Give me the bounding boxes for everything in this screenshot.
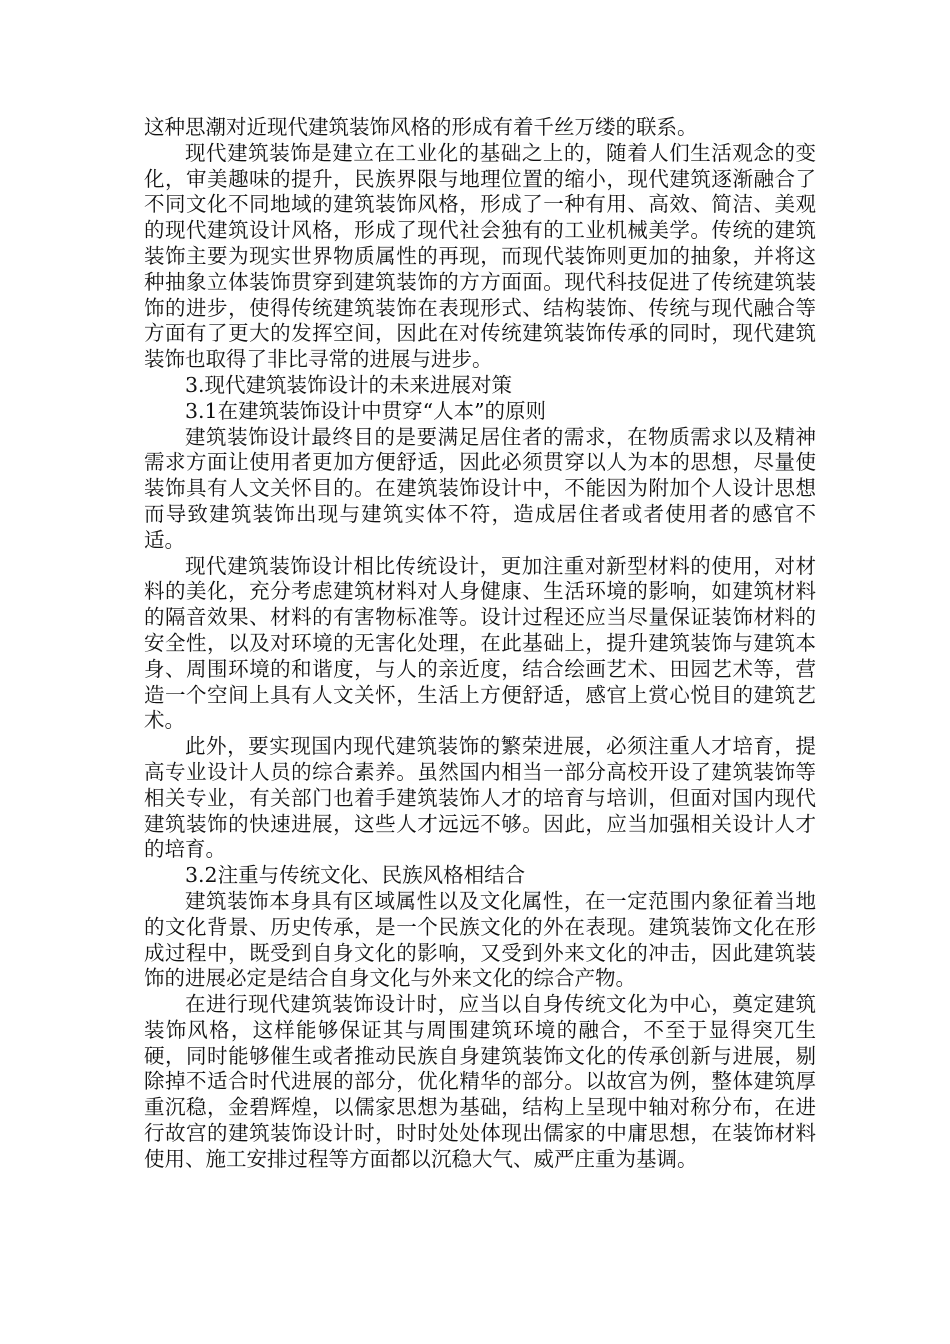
paragraph-human-oriented: 建筑装饰设计最终目的是要满足居住者的需求，在物质需求以及精神需求方面让使用者更加方便舒适，因此必须贯穿以人为本的思想，尽量使装饰具有人文关怀目的。在建筑装饰设计中，不能因为附加个人设计思想而导致建筑装饰出现与建筑实体不符，造成居住者或者使用者的感官不适。 — [144, 424, 816, 552]
document-page — [144, 115, 816, 1173]
paragraph-modern-decoration: 现代建筑装饰是建立在工业化的基础之上的，随着人们生活观念的变化，审美趣味的提升，民族界限与地理位置的缩小，现代建筑逐渐融合了不同文化不同地域的建筑装饰风格，形成了一种有用、高效、简洁、美观的现代建筑设计风格，形成了现代社会独有的工业机械美学。传统的建筑装饰主要为现实世界物质属性的再现，而现代装饰则更加的抽象，并将这种抽象立体装饰贯穿到建筑装饰的方方面面。现代科技促进了传统建筑装饰的进步，使得传统建筑装饰在表现形式、结构装饰、传统与现代融合等方面有了更大的发挥空间，因此在对传统建筑装饰传承的同时，现代建筑装饰也取得了非比寻常的进展与进步。 — [144, 140, 816, 372]
section-heading-3: 3.现代建筑装饰设计的未来进展对策 — [185, 372, 513, 397]
paragraph-forbidden-city: 在进行现代建筑装饰设计时，应当以自身传统文化为中心，奠定建筑装饰风格，这样能够保证其与周围建筑环境的融合，不至于显得突兀生硬，同时能够催生或者推动民族自身建筑装饰文化的传承创新与进展，剔除掉不适合时代进展的部分，优化精华的部分。以故宫为例，整体建筑厚重沉稳，金碧辉煌，以儒家思想为基础，结构上呈现中轴对称分布，在进行故宫的建筑装饰设计时，时时处处体现出儒家的中庸思想，在装饰材料使用、施工安排过程等方面都以沉稳大气、威严庄重为基调。 — [144, 992, 816, 1171]
paragraph-talent: 此外，要实现国内现代建筑装饰的繁荣进展，必须注重人才培育，提高专业设计人员的综合素养。虽然国内相当一部分高校开设了建筑装饰等相关专业，有关部门也着手建筑装饰人才的培育与培训，但面对国内现代建筑装饰的快速进展，这些人才远远不够。因此，应当加强相关设计人才的培育。 — [144, 734, 816, 862]
paragraph-regional-culture: 建筑装饰本身具有区域属性以及文化属性，在一定范围内象征着当地的文化背景、历史传承，是一个民族文化的外在表现。建筑装饰文化在形成过程中，既受到自身文化的影响，又受到外来文化的冲击，因此建筑装饰的进展必定是结合自身文化与外来文化的综合产物。 — [144, 888, 816, 991]
section-heading-3-1: 3.1在建筑装饰设计中贯穿“人本”的原则 — [185, 398, 547, 423]
section-heading-3-2: 3.2注重与传统文化、民族风格相结合 — [185, 863, 526, 888]
paragraph-continuation: 这种思潮对近现代建筑装饰风格的形成有着千丝万缕的联系。 — [144, 115, 698, 139]
paragraph-materials: 现代建筑装饰设计相比传统设计，更加注重对新型材料的使用，对材料的美化，充分考虑建筑材料对人身健康、生活环境的影响，如建筑材料的隔音效果、材料的有害物标准等。设计过程还应当尽量保证装饰材料的安全性，以及对环境的无害化处理，在此基础上，提升建筑装饰与建筑本身、周围环境的和谐度，与人的亲近度，结合绘画艺术、田园艺术等，营造一个空间上具有人文关怀，生活上方便舒适，感官上赏心悦目的建筑艺术。 — [144, 553, 816, 733]
